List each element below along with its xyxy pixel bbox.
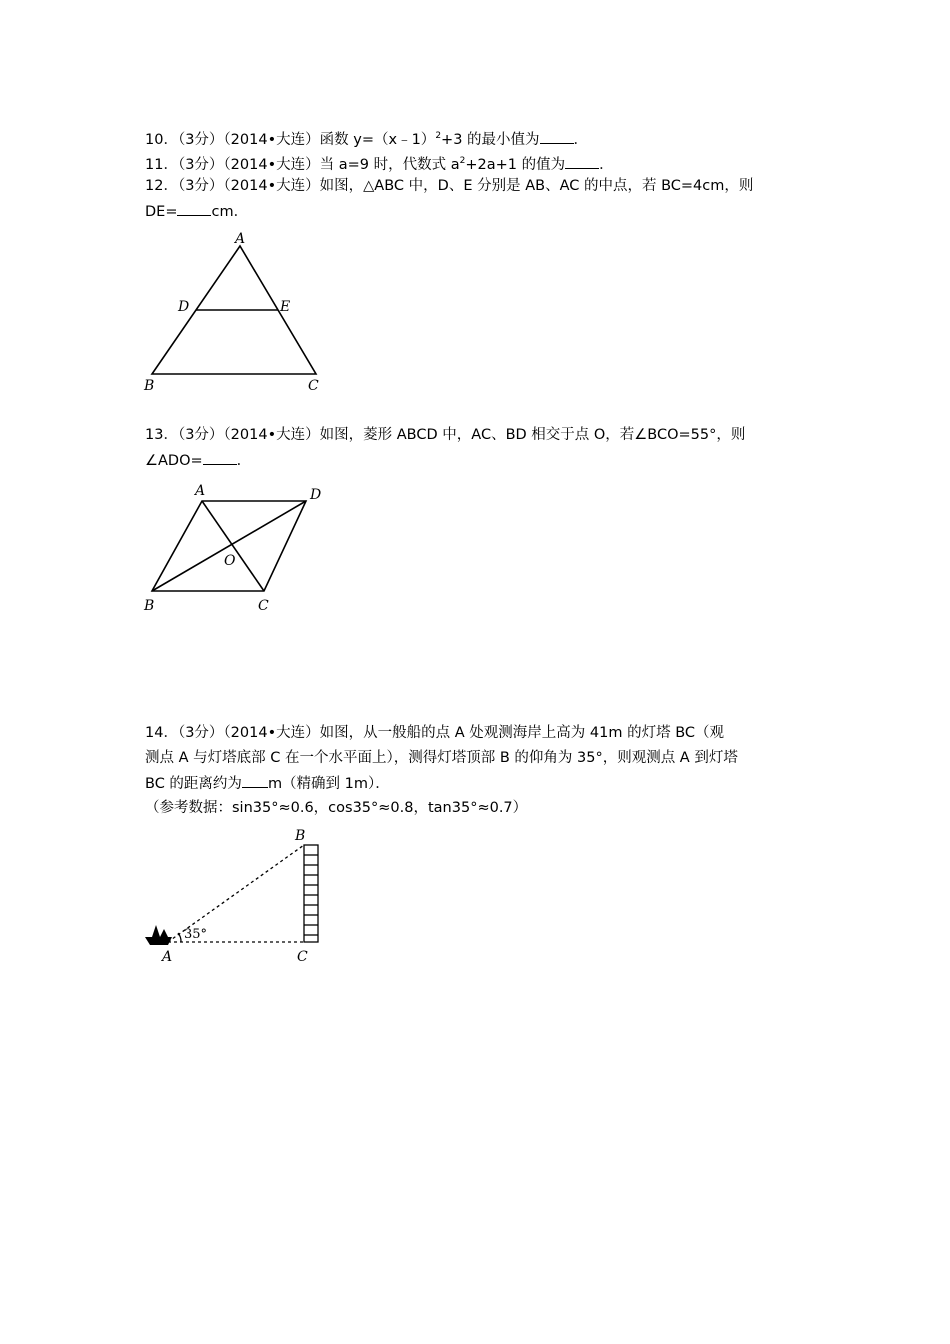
question-12-line-2 [145,201,248,222]
q14-text-a: BC 的距离约为 [145,776,242,792]
label-b: B [144,598,155,614]
ship-icon [145,925,172,945]
q11-number: 11． [145,157,178,173]
q11-superscript: 2 [459,156,466,166]
q11-end: ． [599,157,614,173]
question-14-line-1 [145,723,724,743]
label-d: D [310,487,322,503]
label-b: B [144,378,155,394]
label-a: A [195,483,206,499]
q14-score: （3分） [177,725,224,741]
lighthouse-bc [304,845,318,942]
diagonal-ac [202,501,264,591]
q12-source: （2014•大连） [223,178,320,194]
label-b: B [295,828,306,844]
question-13-line-1 [145,425,745,445]
q10-answer-blank [540,129,574,144]
question-12-line-1 [145,176,753,196]
q11-source: （2014•大连） [223,157,320,173]
q14-text-2: 测点 A 与灯塔底部 C 在一个水平面上），测得灯塔顶部 B 的仰角为 35°，则观测点 A 到灯塔 [145,750,738,766]
angle-arc [178,933,181,942]
q13-source: （2014•大连） [223,427,320,443]
q14-reference-data: （参考数据：sin35°≈0.6，cos35°≈0.8，tan35°≈0.7） [145,800,528,816]
question-11 [145,151,614,175]
q12-text-a: DE= [145,204,178,220]
q10-source: （2014•大连） [223,132,320,148]
q12-text: 如图，△ABC 中，D、E 分别是 AB、AC 的中点，若 BC=4cm，则 [319,178,754,194]
q10-text-b: +3 的最小值为 [441,132,540,148]
q11-score: （3分） [177,157,224,173]
question-10 [145,126,588,150]
label-d: D [178,299,190,315]
q13-text-b: ． [236,453,252,469]
q12-score: （3分） [177,178,224,194]
lighthouse-figure [140,825,340,970]
q14-number: 14． [145,725,178,741]
question-14-line-2 [145,748,738,768]
label-c: C [297,949,308,965]
rhombus-figure [140,480,340,620]
q13-text-a: ∠ADO= [145,453,203,469]
diagonal-bd [152,501,306,591]
q13-number: 13． [145,427,178,443]
label-a: A [162,949,173,965]
q13-score: （3分） [177,427,224,443]
q13-text: 如图，菱形 ABCD 中，AC、BD 相交于点 O，若∠BCO=55°，则 [319,427,746,443]
question-14-line-3 [145,773,390,794]
q11-text-a: 当 a=9 时，代数式 a [319,157,460,173]
triangle-figure [140,228,340,398]
question-14-line-4 [145,798,527,818]
q11-text-b: +2a+1 的值为 [465,157,566,173]
q10-number: 10． [145,132,178,148]
q14-source: （2014•大连） [223,725,320,741]
question-13-line-2 [145,450,251,471]
q10-superscript: 2 [435,131,442,141]
label-c: C [258,598,269,614]
label-angle: 35° [184,927,208,942]
q12-text-b: cm． [211,204,249,220]
lighthouse-rungs [304,855,318,935]
label-c: C [308,378,319,394]
q11-answer-blank [565,154,599,169]
q10-score: （3分） [177,132,224,148]
q14-text: 如图，从一般船的点 A 处观测海岸上高为 41m 的灯塔 BC（观 [319,725,725,741]
q10-end: ． [573,132,589,148]
label-e: E [280,299,291,315]
q13-answer-blank [203,450,237,465]
label-o: O [224,553,236,569]
q14-text-b: m（精确到 1m）． [267,776,390,792]
q12-number: 12． [145,178,178,194]
label-a: A [235,231,246,247]
q14-answer-blank [242,773,268,788]
q10-text-a: 函数 y=（x﹣1） [319,132,436,148]
q12-answer-blank [177,201,211,216]
